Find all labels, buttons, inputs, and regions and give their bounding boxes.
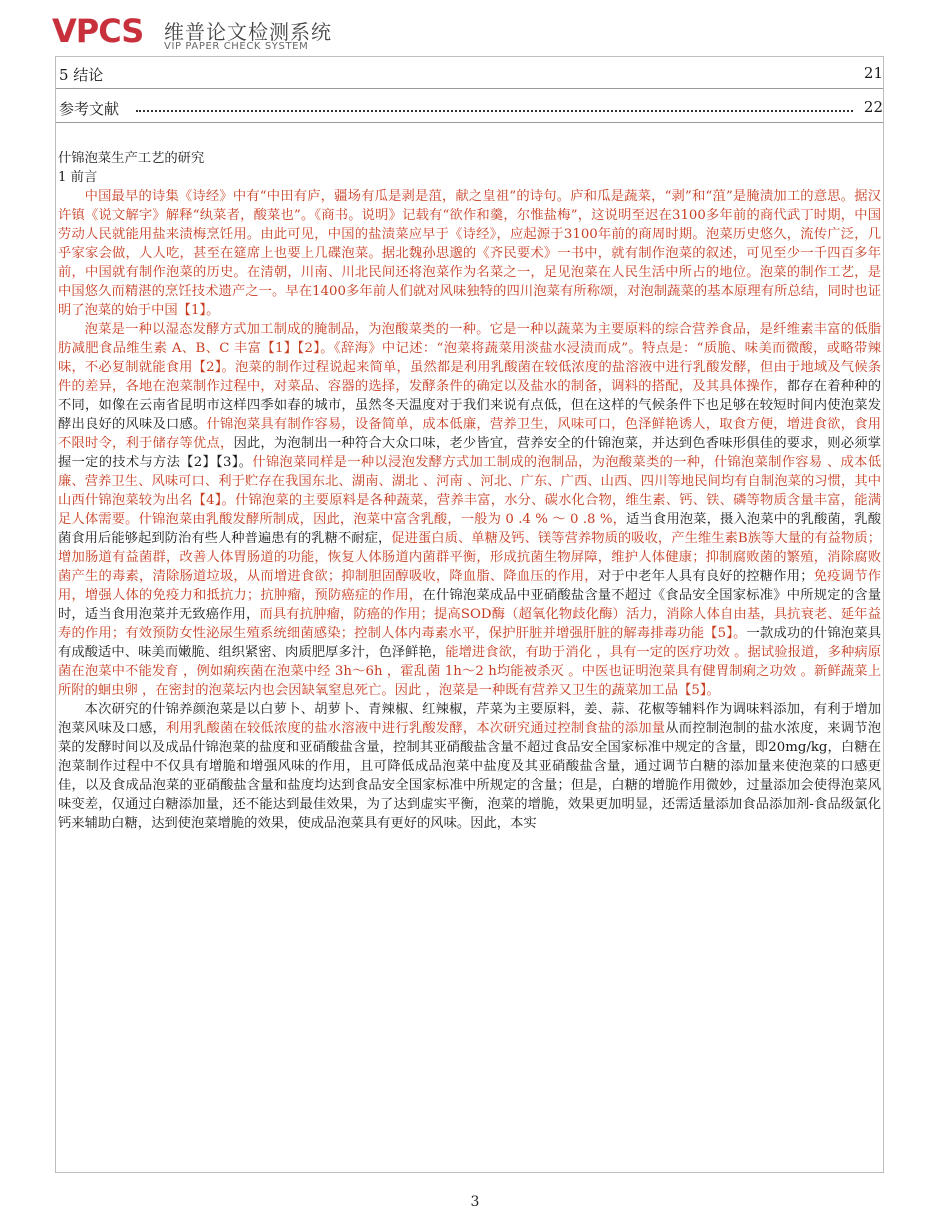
text-span: 在什锦泡菜成品中亚硝酸盐含量不超过《食品安全国家标准》中所规定的含量时，适当食用泡菜并无致癌作用， — [58, 588, 882, 622]
text-span: 一款成功的什锦泡菜具有成酸适中、味美而嫩脆、组织紧密、肉质肥厚多汁，色泽鲜艳， — [58, 626, 882, 660]
flagged-text-span: 什锦泡菜具有制作容易，设备简单，成本低廉，营养卫生，风味可口，色泽鲜艳诱人，取食方便，增进食欲，食用不限时令，利于储存等优点， — [58, 417, 882, 451]
text-span: 都存在着种种的不同，如像在云南省昆明市这样四季如春的城市，虽然冬天温度对于我们来说有点低，但在这样的气候条件下也足够在较短时间内使泡菜发酵出良好的风味及口感。 — [58, 379, 882, 432]
toc-title: 参考文献 — [59, 100, 120, 118]
document-title: 什锦泡菜生产工艺的研究 — [58, 151, 205, 166]
body-paragraph — [58, 187, 881, 320]
body-paragraph — [58, 320, 881, 700]
logo-mark: VPCS — [52, 12, 144, 50]
text-span: 因此，为泡制出一种符合大众口味，老少皆宜，营养安全的什锦泡菜，并达到色香味形俱佳的要求，则必须掌握一定的技术与方法【2】【3】。 — [58, 436, 882, 470]
toc-entry-conclusion[interactable] — [56, 59, 883, 89]
text-span: 对于中老年人具有良好的控糖作用； — [597, 569, 814, 584]
divider — [56, 88, 883, 89]
toc-title: 5 结论 — [59, 66, 104, 84]
section-heading: 1 前言 — [58, 170, 98, 185]
flagged-text-span: 中国最早的诗集《诗经》中有“中田有庐，疆场有瓜是剥是菹，献之皇祖”的诗句。庐和瓜是蔬菜，“剥”和“菹”是腌渍加工的意思。据汉许镇《说文解字》解释“纨菜者，酸菜也”。《商书。说明》记载有“欲作和羹，尔惟盐梅”，这说明至迟在3100多年前的商代武丁时期，中国劳动人民就能用盐来渍梅烹饪用。由此可见，中国的盐渍菜应早于《诗经》，应起源于3100年前的商周时期。泡菜历史悠久，流传广泛，几乎家家会做，人人吃，甚至在筵席上也要上几碟泡菜。据北魏孙思邈的《齐民要术》一书中，就有制作泡菜的叙述，可见至少一千四百多年 前，中国就有制作泡菜的历史。在清朝，川南、川北民间还将泡菜作为名菜之一，足见泡菜在人民生活中所占的地位。泡菜的制作工艺，是中国悠久而精湛的烹饪技术遗产之一。早在1400多年前人们就对风味独特的四川泡菜有所称颂，对泡制蔬菜的基本原理有所总结，同时也证明了泡菜的始于中国【1】。 — [58, 189, 881, 318]
toc-leader-dots — [136, 110, 853, 112]
flagged-text-span: 泡菜是一种以湿态发酵方式加工制成的腌制品，为泡酸菜类的一种。它是一种以蔬菜为主要原料的综合营养食品，是纤维素丰富的低脂肪减肥食品维生素 A、B、C 丰富【1】【2】。《辞海》中记述：“泡菜将蔬菜用淡盐水浸渍而成”。特点是：“质脆、味美而微酸，或略带辣味，不必复制就能食用【2】。泡菜的制作过程说起来简单，虽然都是利用乳酸菌在较低浓度的盐溶液中进行乳酸发酵，但由于地域及气候条件的差异，各地在泡菜制作过程中，对菜品、容器的选择，发酵条件的确定以及盐水的制备，调料的搭配，及其具体操作， — [58, 322, 881, 394]
flagged-text-span: 能增进食欲，有助于消化 ，具有一定的医疗功效 。据试验报道，多种病原菌在泡菜中不能发育 ，例如痢疾菌在泡菜中经 3h～6h ，霍乱菌 1h～2 h均能被杀灭 。中医也证明泡菜具有健胃制痢之功效 。新鲜蔬菜上所附的蛔虫卵 ，在密封的泡菜坛内也会因缺氧窒息死亡。因此 ，泡菜是一种既有营养又卫生的蔬菜加工品【5】。 — [58, 645, 882, 698]
flagged-text-span: 而具有抗肿瘤，防癌的作用；提高SOD酶（超氧化物歧化酶）活力，消除人体自由基，具抗衰老、延年益寿的作用；有效预防女性泌尿生殖系统细菌感染；控制人体内毒素水平，保护肝脏并增强肝脏的解毒排毒功能【5】。 — [58, 607, 882, 641]
divider — [56, 122, 883, 123]
flagged-text-span: 什锦泡菜同样是一种以浸泡发酵方式加工制成的泡制品，为泡酸菜类的一种，什锦泡菜制作容易 、成本低廉、营养卫生、风味可口、利于贮存在我国东北、湖南、湖北 、河南 、河北、广东、广西、山西、四川等地民间均有自制泡菜的习惯，其中山西什锦泡菜较为出名【4】。什锦泡菜的主要原料是各种蔬菜，营养丰富，水分、碳水化合物，维生素、钙、铁、磷等物质含量丰富，能满足人体需要。什锦泡菜由乳酸发酵所制成，因此，泡菜中富含乳酸，一般为 0 .4 % ～ 0 .8 %， — [58, 455, 881, 527]
toc-page: 21 — [863, 64, 883, 82]
page-number: 3 — [470, 1194, 480, 1210]
document-page — [55, 56, 884, 1173]
paragraphs — [58, 187, 881, 833]
body-paragraph — [58, 700, 881, 833]
text-span: 本次研究的什锦养颜泡菜是以白萝卜、胡萝卜、青辣椒、红辣椒，芹菜为主要原料，姜、蒜、花椒等辅料作为调味料添加，有利于增加泡菜风味及口感， — [58, 702, 881, 736]
text-span: 从而控制泡制的盐水浓度，来调节泡菜的发酵时间以及成品什锦泡菜的盐度和亚硝酸盐含量，控制其亚硝酸盐含量不超过食品安全国家标准中规定的含量，即20mg/kg，白糖在泡菜制作过程中不仅具有增脆和增强风味的作用，且可降低成品泡菜中盐度及其亚硝酸盐含量，通过调节白糖的添加量来使泡菜的口感更佳，以及食成品泡菜的亚硝酸盐含量和盐度均达到食品安全国家标准中所规定的含量；但是，白糖的增脆作用微妙，过量添加会使得泡菜风味变差，仅通过白糖添加量，还不能达到最佳效果，为了达到虚实平衡，泡菜的增脆，效果更加明显，还需适量添加食品添加剂-食品级氯化钙来辅助白糖，达到使泡菜增脆的效果，使成品泡菜具有更好的风味。因此，本实 — [58, 721, 882, 831]
toc-page: 22 — [863, 98, 883, 116]
toc-entry-references[interactable] — [56, 93, 883, 123]
document-body — [58, 149, 881, 833]
flagged-text-span: 促进蛋白质、单糖及钙、镁等营养物质的吸收，产生维生素B族等大量的有益物质；增加肠道有益菌群，改善人体胃肠道的功能，恢复人体肠道内菌群平衡，形成抗菌生物屏障，维护人体健康；抑制腐败菌的繁殖，消除腐败菌产生的毒素，清除肠道垃圾，从而增进食欲；抑制胆固醇吸收，降血脂、降血压的作用， — [58, 531, 881, 584]
logo-chinese-name: 维普论文检测系统 — [164, 20, 332, 44]
vpcs-logo — [52, 10, 352, 54]
text-span: 适当食用泡菜，摄入泡菜中的乳酸菌，乳酸菌食用后能够起到防治有些人种普遍患有的乳糖不耐症， — [58, 512, 881, 546]
logo-english-name: VIP PAPER CHECK SYSTEM — [164, 41, 309, 52]
flagged-text-span: 利用乳酸菌在较低浓度的盐水溶液中进行乳酸发酵，本次研究通过控制食盐的添加量 — [165, 721, 666, 736]
flagged-text-span: 免疫调节作用，增强人体的免疫力和抵抗力；抗肿瘤，预防癌症的作用， — [58, 569, 882, 603]
